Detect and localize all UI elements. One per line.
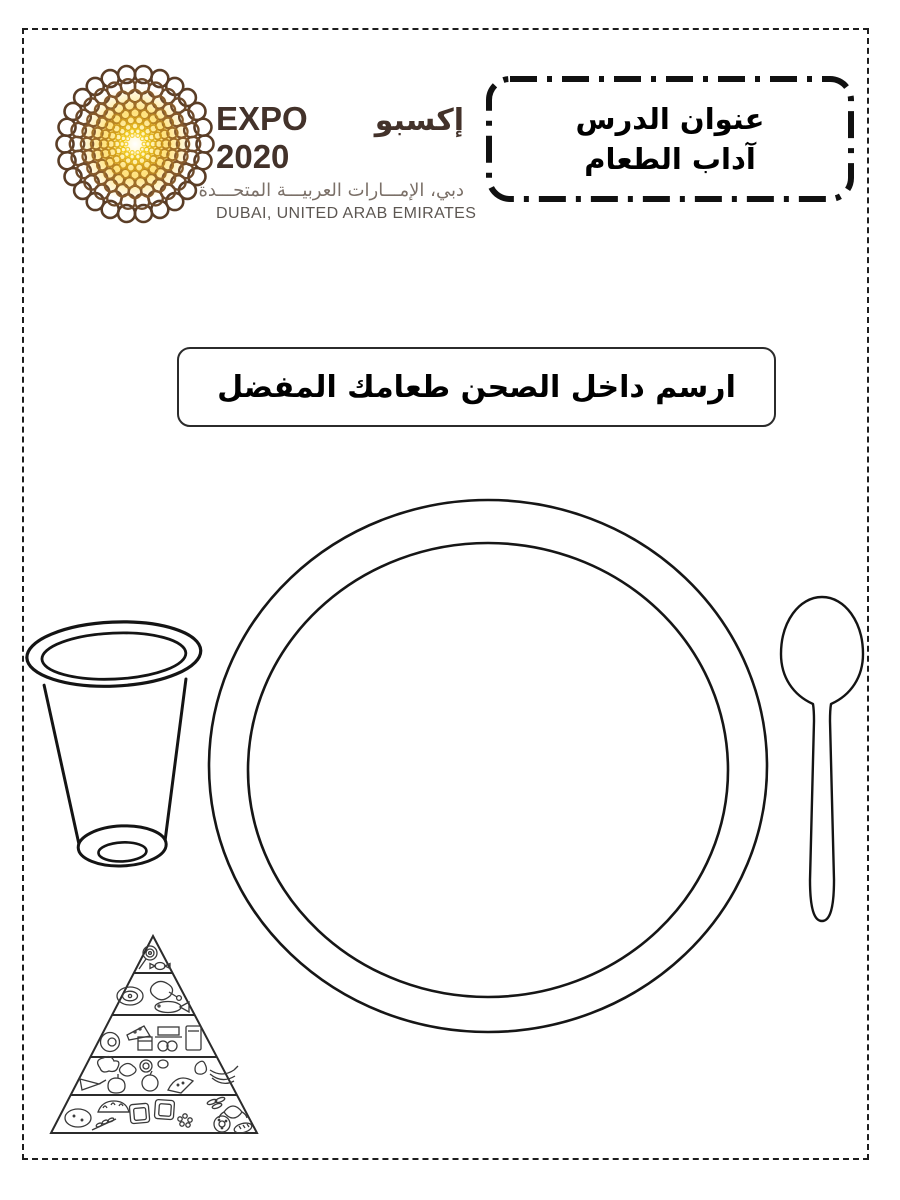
spoon-icon xyxy=(781,597,863,921)
logo-wordmark-latin: EXPO 2020 xyxy=(216,100,308,175)
lesson-title-line2: آداب الطعام xyxy=(584,142,756,176)
plate-icon xyxy=(209,500,767,1032)
cup-icon xyxy=(25,618,209,869)
food-pyramid-icon xyxy=(51,936,257,1135)
logo-subtitle-arabic: دبي، الإمـــارات العربيـــة المتحـــدة xyxy=(198,180,464,201)
logo-wordmark-arabic: إكسبو xyxy=(374,103,464,138)
logo-subtitle-english: DUBAI, UNITED ARAB EMIRATES xyxy=(216,205,477,222)
lesson-title-line1: عنوان الدرس xyxy=(575,102,765,136)
instruction-text: ارسم داخل الصحن طعامك المفضل xyxy=(217,369,736,405)
